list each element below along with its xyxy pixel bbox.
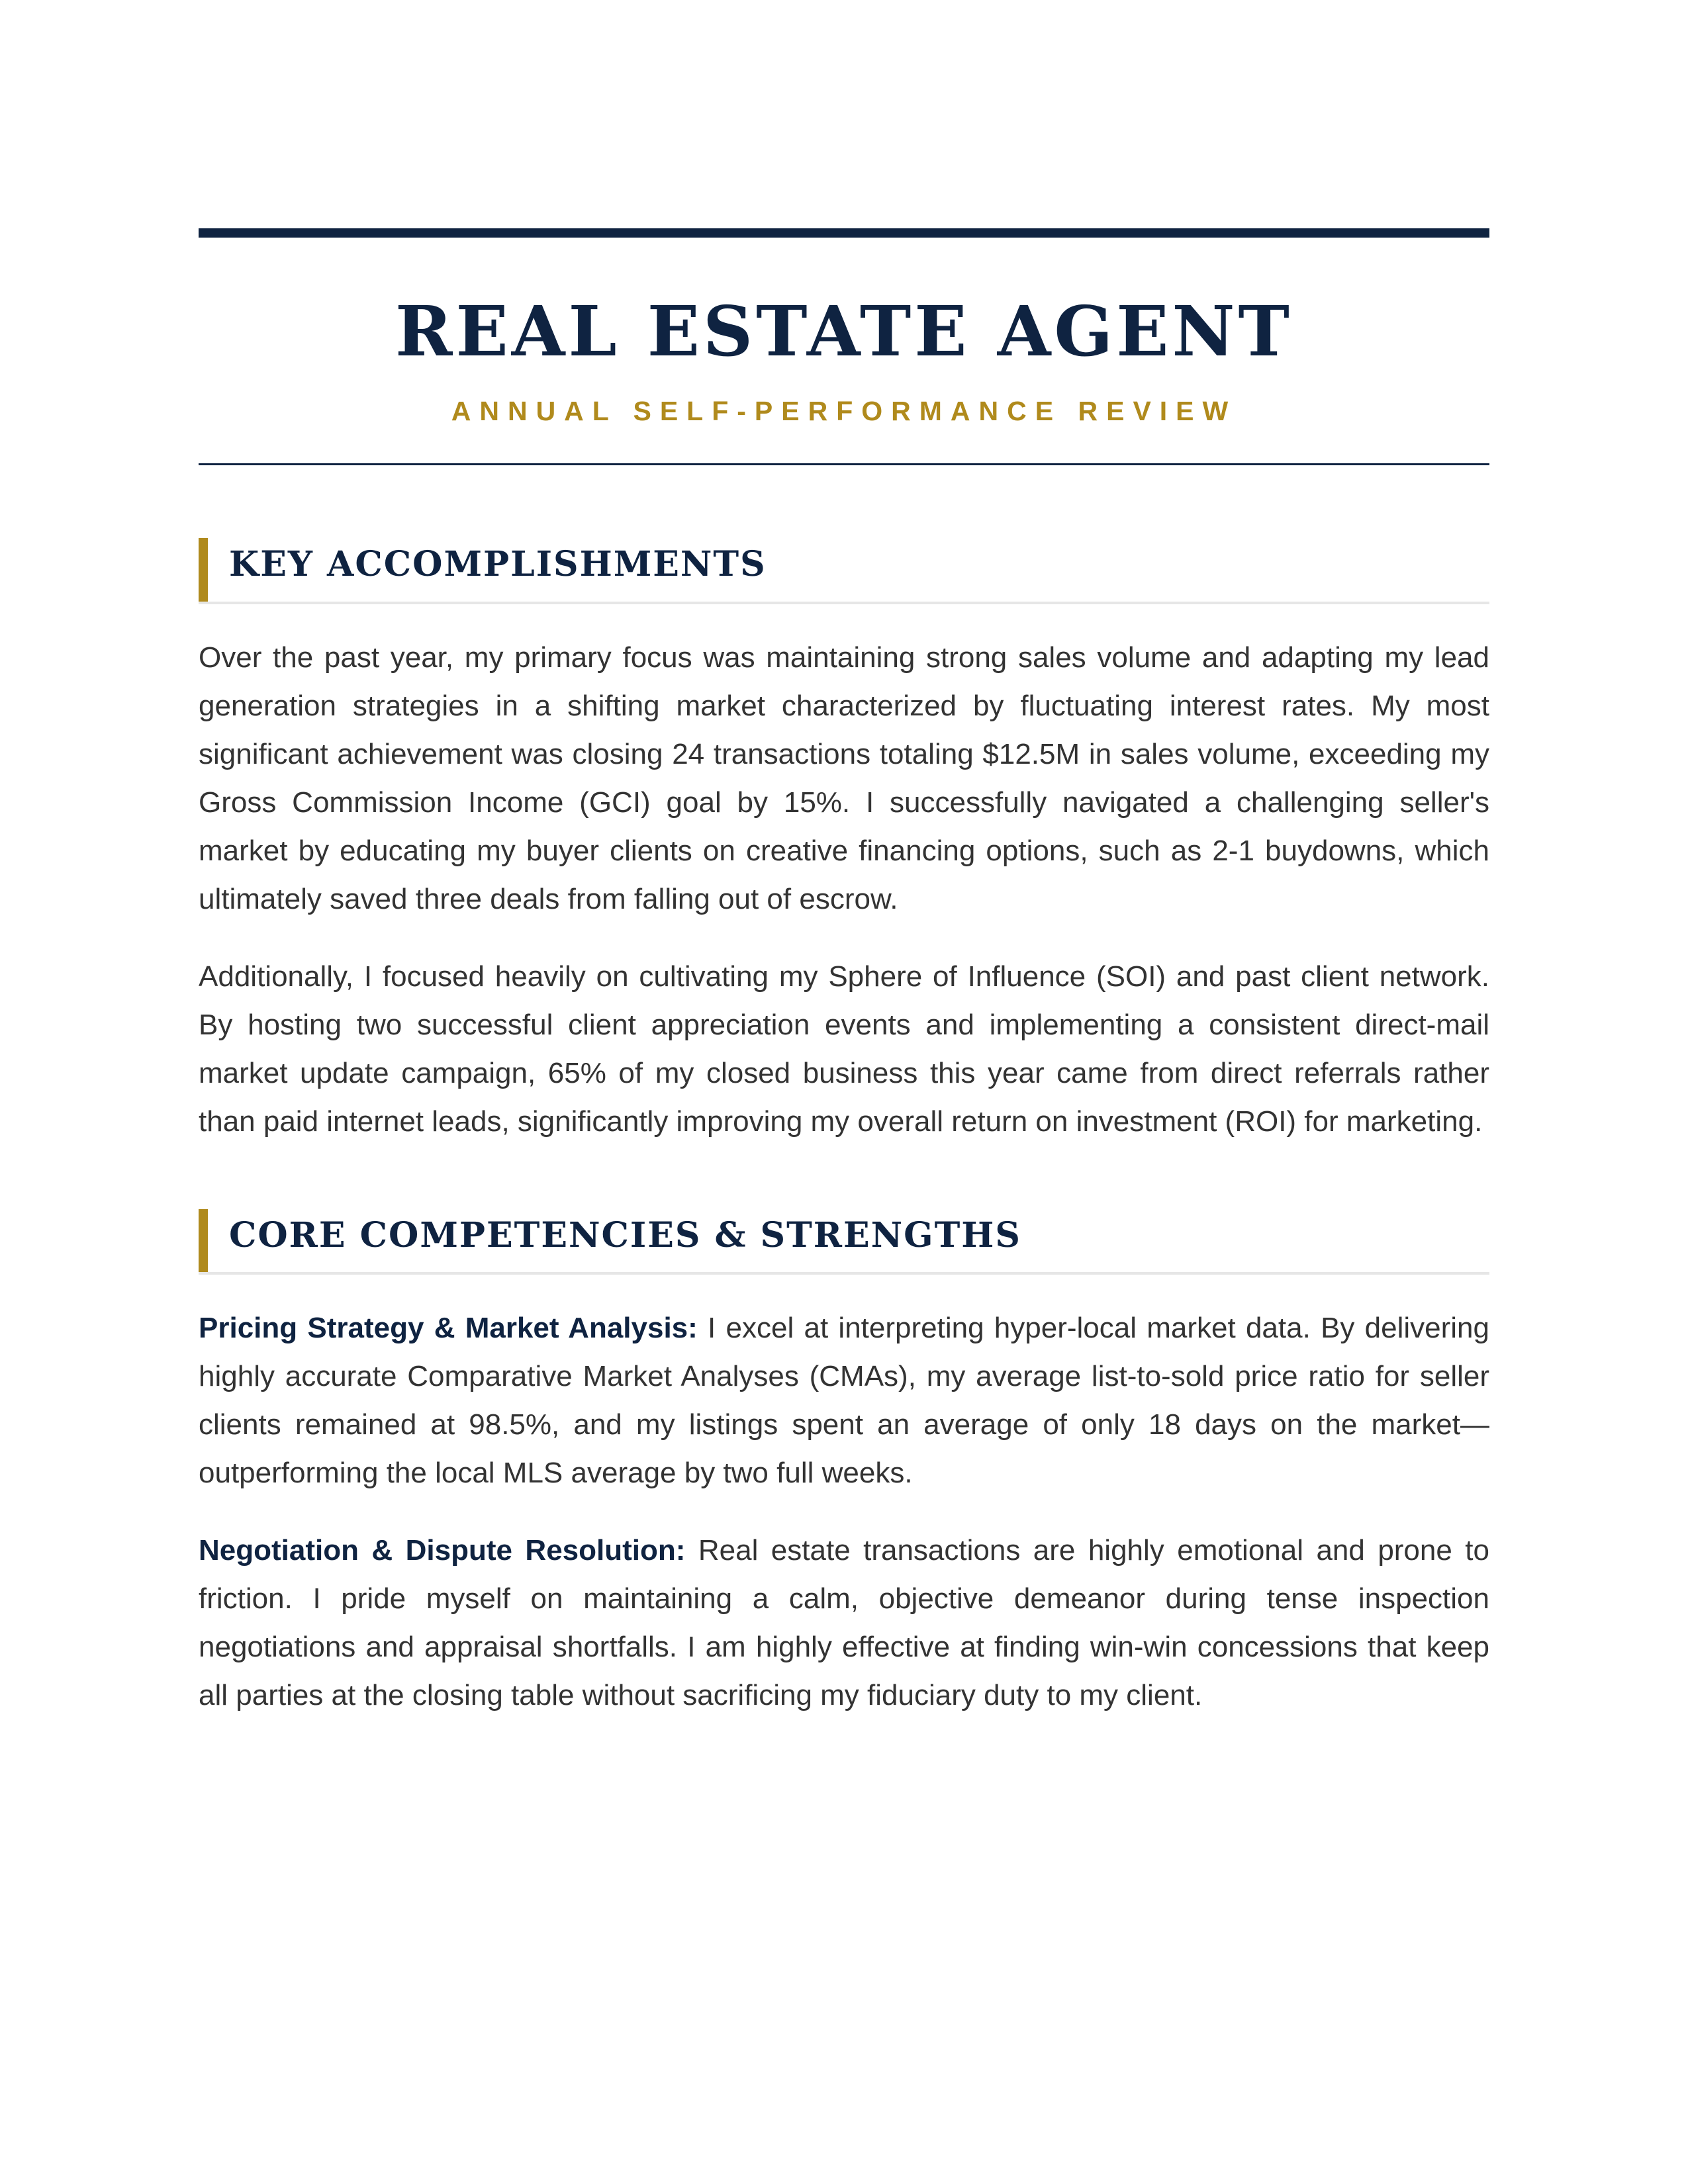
section-accent-bar [199, 1209, 208, 1273]
document-subtitle: ANNUAL SELF-PERFORMANCE REVIEW [451, 396, 1237, 426]
section-title: CORE COMPETENCIES & STRENGTHS [229, 1214, 1021, 1255]
section-heading [199, 538, 1489, 604]
competency-item [199, 1304, 1489, 1497]
paragraph: Additionally, I focused heavily on cultivating my Sphere of Influence (SOI) and past client network. By hosting two successful client appreciation events and implementing a consistent direct-mail market update campaign, 65% of my closed business this year came from direct referrals rather than paid internet leads, significantly improving my overall return on investment (ROI) for marketing. [199, 960, 1489, 1138]
document-title: REAL ESTATE AGENT [395, 291, 1293, 372]
competency-item [199, 1526, 1489, 1719]
competency-lead: Pricing Strategy & Market Analysis: [199, 1312, 698, 1345]
section-core-competencies [199, 1209, 1489, 1720]
competency-lead: Negotiation & Dispute Resolution: [199, 1534, 686, 1567]
section-heading [199, 1209, 1489, 1275]
paragraph: Over the past year, my primary focus was maintaining strong sales volume and adapting my lead generation strategies in a shifting market characterized by fluctuating interest rates. My most significant achievement was closing 24 transactions totaling $12.5M in sales volume, exceeding my Gross Commission Income (GCI) goal by 15%. I successfully navigated a challenging seller's market by educating my buyer clients on creative financing options, such as 2-1 buydowns, which ultimately saved three deals from falling out of escrow. [199, 641, 1489, 915]
section-accent-bar [199, 538, 208, 602]
top-rule [199, 228, 1489, 238]
document-page [199, 228, 1489, 1719]
competency-text: I excel at interpreting hyper-local market data. By delivering highly accurate Comparative Market Analyses (CMAs), my average list-to-sold price ratio for seller clients remained at 98.5%, and my listings spent an average of only 18 days on the market—outperforming the local MLS average by two full weeks. [199, 1312, 1489, 1490]
header-divider [199, 463, 1489, 465]
section-title: KEY ACCOMPLISHMENTS [229, 544, 767, 584]
competency-text: Real estate transactions are highly emotional and prone to friction. I pride myself on maintaining a calm, objective demeanor during tense inspection negotiations and appraisal shortfalls. I am highly effective at finding win-win concessions that keep all parties at the closing table without sacrificing my fiduciary duty to my client. [199, 1534, 1489, 1712]
section-key-accomplishments [199, 538, 1489, 1146]
